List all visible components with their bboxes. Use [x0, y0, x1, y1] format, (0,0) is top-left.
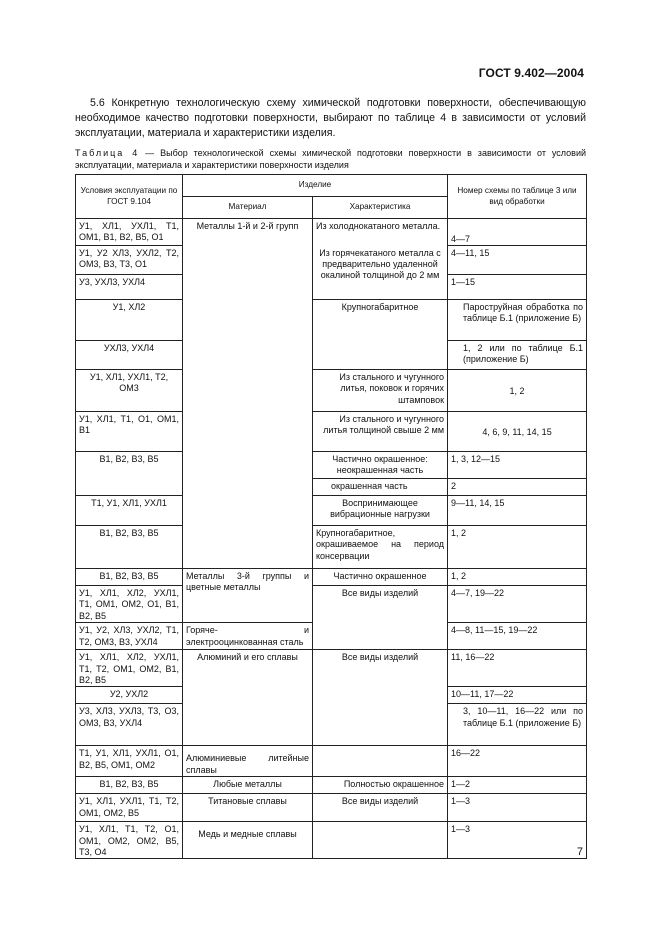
table-cell-material: Металлы 3-й группы и цветные металлы [183, 569, 313, 623]
scheme-selection-table [75, 174, 587, 859]
header-characteristic: Характеристика [313, 197, 448, 219]
table-cell-conditions: У1, ХЛ2 [76, 300, 183, 341]
table-cell-conditions: В1, В2, В3, В5 [76, 452, 183, 496]
table-caption-text: — Выбор технологической схемы химической подготовки поверхности в зависимости от условий эксплуатации, материала и характеристики поверхности изделия [75, 148, 587, 170]
table-cell-conditions: У1, ХЛ1, Т1, О1, ОМ1, В1 [76, 412, 183, 452]
table-cell-scheme: 1, 2 [448, 526, 587, 569]
table-cell-material: Горяче- и электрооцинкованная сталь [183, 623, 313, 650]
table-caption-prefix: Таблица 4 [75, 148, 140, 158]
table-cell-scheme: 10—11, 17—22 [448, 687, 587, 704]
table-cell-scheme: 4—7, 19—22 [448, 586, 587, 623]
table-cell-conditions: У3, УХЛ3, УХЛ4 [76, 275, 183, 300]
table-cell-scheme: 11, 16—22 [448, 650, 587, 687]
table-cell-scheme: Пароструйная обработка по таблице Б.1 (приложение Б) [448, 300, 587, 341]
table-cell-material: Медь и медные сплавы [183, 822, 313, 859]
table-cell-characteristic: Частично окрашенное: неокрашенная часть [313, 452, 448, 479]
table-cell-scheme: 3, 10—11, 16—22 или по таблице Б.1 (приложение Б) [448, 704, 587, 746]
header-product: Изделие [183, 175, 448, 197]
table-cell-characteristic: окрашенная часть [313, 479, 448, 496]
section-paragraph: 5.6 Конкретную технологическую схему химической подготовки поверхности, обеспечивающую необходимое качество подготовки поверхности, выбирают по таблице 4 в зависимости от условий эксплуатации, материала и характеристики изделия. [75, 97, 586, 140]
table-cell-conditions: У1, У2 ХЛ3, УХЛ2, Т2, ОМ3, В3, Т3, О1 [76, 246, 183, 275]
table-cell-material: Любые металлы [183, 777, 313, 794]
table-cell-scheme: 1—3 [448, 794, 587, 822]
table-cell-material: Титановые сплавы [183, 794, 313, 822]
table-cell-material: Алюминиевые литейные сплавы [183, 746, 313, 777]
table-cell-scheme: 1—2 [448, 777, 587, 794]
table-cell-conditions: В1, В2, В3, В5 [76, 569, 183, 586]
table-cell-scheme: 1, 2 или по таблице Б.1 (приложение Б) [448, 341, 587, 370]
table-cell-characteristic: Из горячекатаного металла с предварительно удаленной окалиной толщиной до 2 мм [313, 246, 448, 300]
table-cell-conditions: Т1, У1, ХЛ1, УХЛ1 [76, 496, 183, 526]
table-cell-scheme: 2 [448, 479, 587, 496]
table-cell-scheme: 16—22 [448, 746, 587, 777]
table-cell-characteristic [313, 746, 448, 777]
table-caption [75, 148, 586, 171]
table-cell-material: Алюминий и его сплавы [183, 650, 313, 746]
table-cell-conditions: УХЛ3, УХЛ4 [76, 341, 183, 370]
header-material: Материал [183, 197, 313, 219]
table-cell-characteristic: Воспринимающее вибрационные нагрузки [313, 496, 448, 526]
table-cell-scheme: 1—3 [448, 822, 587, 859]
table-cell-characteristic: Полностью окрашенное [313, 777, 448, 794]
table-cell-conditions: У1, ХЛ1, УХЛ1, Т1, Т2, ОМ1, ОМ2, В5 [76, 794, 183, 822]
table-cell-conditions: У1, У2, ХЛ3, УХЛ2, Т1, Т2, ОМ3, В3, УХЛ4 [76, 623, 183, 650]
header-scheme: Номер схемы по таблице 3 или вид обработки [448, 175, 587, 219]
table-cell-characteristic: Крупногабаритное [313, 300, 448, 370]
table-cell-conditions: У2, УХЛ2 [76, 687, 183, 704]
table-cell-scheme: 4—7 [448, 219, 587, 246]
table-cell-conditions: У1, ХЛ1, УХЛ1, Т1, ОМ1, В1, В2, В5, О1 [76, 219, 183, 246]
table-cell-scheme: 1, 3, 12—15 [448, 452, 587, 479]
page-number: 7 [576, 846, 583, 858]
table-cell-scheme: 1—15 [448, 275, 587, 300]
table-cell-scheme: 1, 2 [448, 370, 587, 412]
header-conditions: Условия эксплуатации по ГОСТ 9.104 [76, 175, 183, 219]
table-cell-scheme: 4—8, 11—15, 19—22 [448, 623, 587, 650]
table-cell-conditions: У1, ХЛ1, ХЛ2, УХЛ1, Т1, ОМ1, ОМ2, О1, В1, В2, В5 [76, 586, 183, 623]
table-cell-characteristic: Все виды изделий [313, 586, 448, 650]
table-cell-conditions: У1, ХЛ1, УХЛ1, Т2, ОМ3 [76, 370, 183, 412]
table-cell-conditions: У1, ХЛ1, ХЛ2, УХЛ1, Т1, Т2, ОМ1, ОМ2, В1, В2, В5 [76, 650, 183, 687]
table-cell-scheme: 1, 2 [448, 569, 587, 586]
table-cell-scheme: 4—11, 15 [448, 246, 587, 275]
table-cell-characteristic: Все виды изделий [313, 794, 448, 822]
table-cell-conditions: В1, В2, В3, В5 [76, 777, 183, 794]
table-cell-characteristic [313, 822, 448, 859]
table-cell-conditions: Т1, У1, ХЛ1, УХЛ1, О1, В2, В5, ОМ1, ОМ2 [76, 746, 183, 777]
table-cell-characteristic: Из стального и чугунного литья толщиной свыше 2 мм [313, 412, 448, 452]
table-cell-characteristic: Крупногабаритное, окрашиваемое на период консервации [313, 526, 448, 569]
table-cell-characteristic: Частично окрашенное [313, 569, 448, 586]
table-cell-characteristic: Из стального и чугунного литья, поковок и горячих штамповок [313, 370, 448, 412]
table-cell-scheme: 4, 6, 9, 11, 14, 15 [448, 412, 587, 452]
table-cell-conditions: У3, ХЛ3, УХЛ3, Т3, О3, ОМ3, В3, УХЛ4 [76, 704, 183, 746]
document-header: ГОСТ 9.402—2004 [478, 66, 584, 80]
table-cell-characteristic: Все виды изделий [313, 650, 448, 746]
table-cell-characteristic: Из холоднокатаного металла. [313, 219, 448, 246]
table-cell-scheme: 9—11, 14, 15 [448, 496, 587, 526]
table-cell-material: Металлы 1-й и 2-й групп [183, 219, 313, 569]
table-cell-conditions: В1, В2, В3, В5 [76, 526, 183, 569]
table-cell-conditions: У1, ХЛ1, Т1, Т2, О1, ОМ1, ОМ2, ОМ2, В5, Т3, О4 [76, 822, 183, 859]
